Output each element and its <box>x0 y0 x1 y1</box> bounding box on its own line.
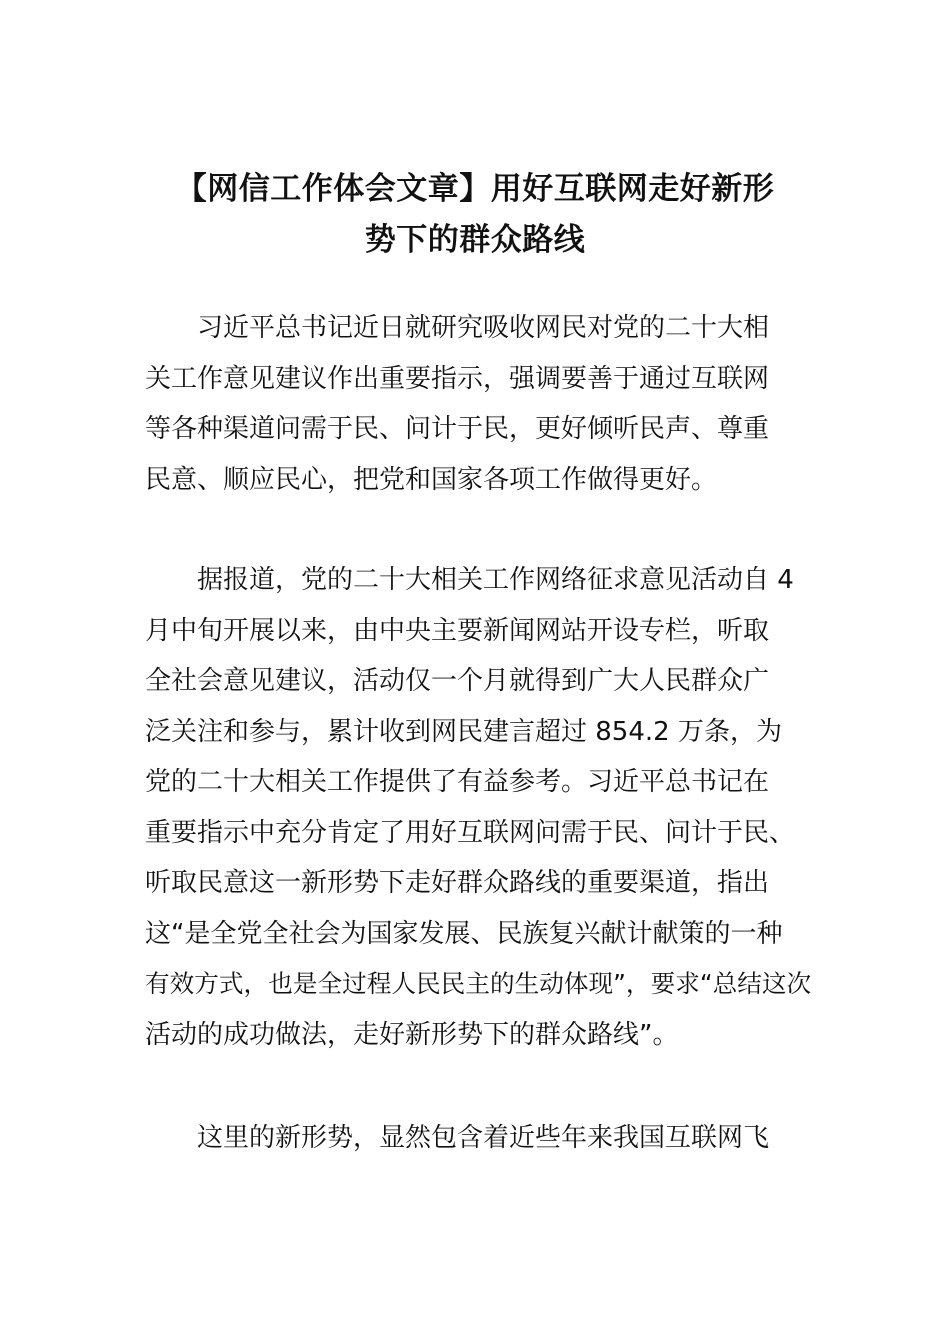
paragraph-line: 泛关注和参与，累计收到网民建言超过 854.2 万条，为 <box>145 716 782 747</box>
paragraph-2 <box>145 555 815 1060</box>
document-title <box>140 164 810 266</box>
paragraph-line: 听取民意这一新形势下走好群众路线的重要渠道，指出 <box>145 868 770 898</box>
paragraph-line: 党的二十大相关工作提供了有益参考。习近平总书记在 <box>145 767 770 797</box>
paragraph-line: 重要指示中充分肯定了用好互联网问需于民、问计于民、 <box>145 817 796 848</box>
title-line: 势下的群众路线 <box>364 222 586 258</box>
paragraph-line: 这“是全党全社会为国家发展、民族复兴献计献策的一种 <box>145 918 783 949</box>
paragraph-line: 等各种渠道问需于民、问计于民，更好倾听民声、尊重 <box>145 414 770 444</box>
paragraph-3 <box>145 1113 815 1164</box>
paragraph-line: 活动的成功做法，走好新形势下的群众路线”。 <box>145 1019 679 1050</box>
paragraph-line: 据报道，党的二十大相关工作网络征求意见活动自 4 <box>145 565 794 595</box>
paragraph-line: 有效方式，也是全过程人民民主的生动体现”，要求“总结这次 <box>145 969 812 998</box>
paragraph-line: 月中旬开展以来，由中央主要新闻网站开设专栏，听取 <box>145 615 770 646</box>
title-line: 【网信工作体会文章】用好互联网走好新形 <box>175 171 775 207</box>
paragraph-line: 这里的新形势，显然包含着近些年来我国互联网飞 <box>145 1123 770 1153</box>
paragraph-line: 习近平总书记近日就研究吸收网民对党的二十大相 <box>145 313 770 343</box>
paragraph-1 <box>145 303 815 505</box>
paragraph-line: 民意、顺应民心，把党和国家各项工作做得更好。 <box>145 464 718 495</box>
paragraph-line: 全社会意见建议，活动仅一个月就得到广大人民群众广 <box>145 666 770 696</box>
paragraph-line: 关工作意见建议作出重要指示，强调要善于通过互联网 <box>145 363 770 394</box>
